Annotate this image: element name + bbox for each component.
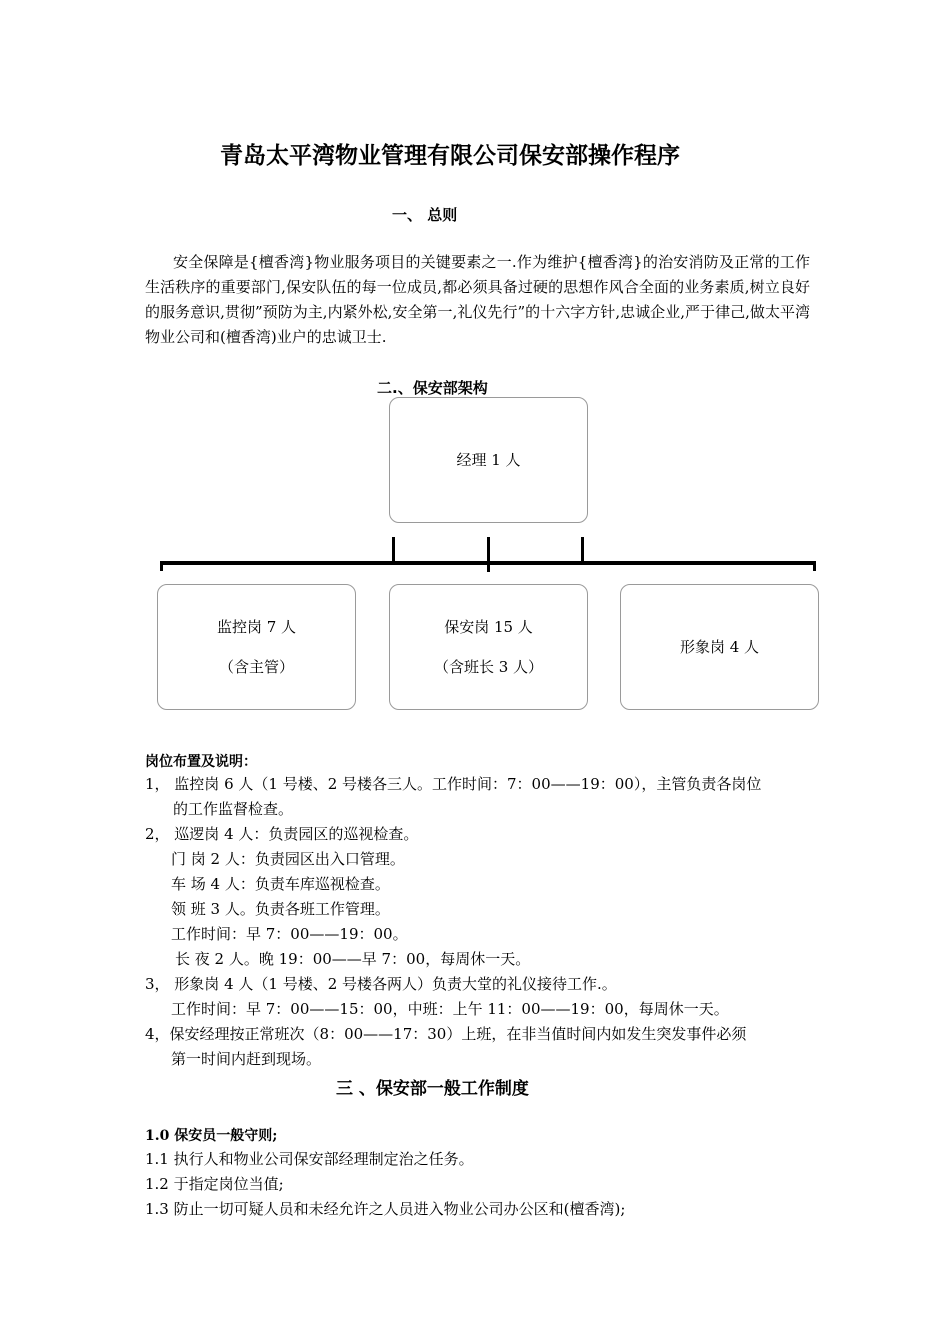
rules-sub-heading: 1.0 保安员一般守则;: [145, 1128, 278, 1144]
positions-line: 长 夜 2 人。晚 19：00——早 7：00，每周休一天。: [175, 950, 531, 968]
positions-line: 领 班 3 人。负责各班工作管理。: [171, 900, 390, 918]
org-post-note: （含主管）: [218, 658, 294, 676]
section1-paragraph: 安全保障是{檀香湾}物业服务项目的关键要素之一.作为维护{檀香湾}的治安消防及正常的工作生活秩序的重要部门,保安队伍的每一位成员,都必须具备过硬的思想作风合全面的业务素质,树立良好的服务意识,贯彻”预防为主,内紧外松,安全第一,礼仪先行”的十六字方针,忠诚企业,严于律己,做太平湾物业公司和(檀香湾)业户的忠诚卫士.: [145, 253, 810, 346]
org-tick-left: [160, 561, 163, 571]
org-manager-box: [389, 397, 588, 523]
org-connector-2: [487, 537, 490, 572]
positions-line: 3， 形象岗 4 人（1 号楼、2 号楼各两人）负责大堂的礼仪接待工作.。: [145, 975, 617, 993]
positions-line: 工作时间：早 7：00——15：00，中班：上午 11：00——19：00，每周休一天。: [171, 1000, 729, 1018]
section2-heading: 二.、保安部架构: [377, 379, 488, 397]
rule-item: 1.2 于指定岗位当值;: [145, 1175, 284, 1193]
org-tick-right: [813, 561, 816, 571]
org-post-box-security: [389, 584, 588, 710]
section1-heading: 一、 总则: [392, 206, 458, 224]
positions-line: 工作时间：早 7：00——19：00。: [171, 925, 408, 943]
positions-line: 第一时间内赶到现场。: [171, 1050, 322, 1068]
positions-line: 的工作监督检查。: [173, 800, 294, 818]
org-connector-1: [392, 537, 395, 564]
org-post-label: 保安岗 15 人: [444, 618, 533, 636]
positions-heading: 岗位布置及说明：: [145, 754, 257, 770]
org-post-box-monitor: [157, 584, 356, 710]
org-post-box-image: [620, 584, 819, 710]
positions-line: 车 场 4 人：负责车库巡视检查。: [171, 875, 390, 893]
rule-item: 1.1 执行人和物业公司保安部经理制定治之任务。: [145, 1150, 474, 1168]
org-post-note: （含班长 3 人）: [433, 658, 544, 676]
positions-line: 1， 监控岗 6 人（1 号楼、2 号楼各三人。工作时间：7：00——19：00），主管负责各岗位: [145, 775, 762, 793]
section3-heading: 三 、保安部一般工作制度: [336, 1079, 529, 1099]
org-post-label: 监控岗 7 人: [216, 618, 297, 636]
org-post-label: 形象岗 4 人: [679, 638, 760, 656]
document-title: 青岛太平湾物业管理有限公司保安部操作程序: [220, 143, 680, 169]
rule-item: 1.3 防止一切可疑人员和未经允许之人员进入物业公司办公区和(檀香湾);: [145, 1200, 626, 1218]
org-manager-label: 经理 1 人: [456, 451, 521, 469]
positions-line: 门 岗 2 人：负责园区出入口管理。: [171, 850, 405, 868]
positions-line: 2， 巡逻岗 4 人：负责园区的巡视检查。: [145, 825, 419, 843]
org-connector-3: [581, 537, 584, 564]
positions-line: 4，保安经理按正常班次（8：00——17：30）上班，在非当值时间内如发生突发事件必须: [145, 1025, 747, 1043]
